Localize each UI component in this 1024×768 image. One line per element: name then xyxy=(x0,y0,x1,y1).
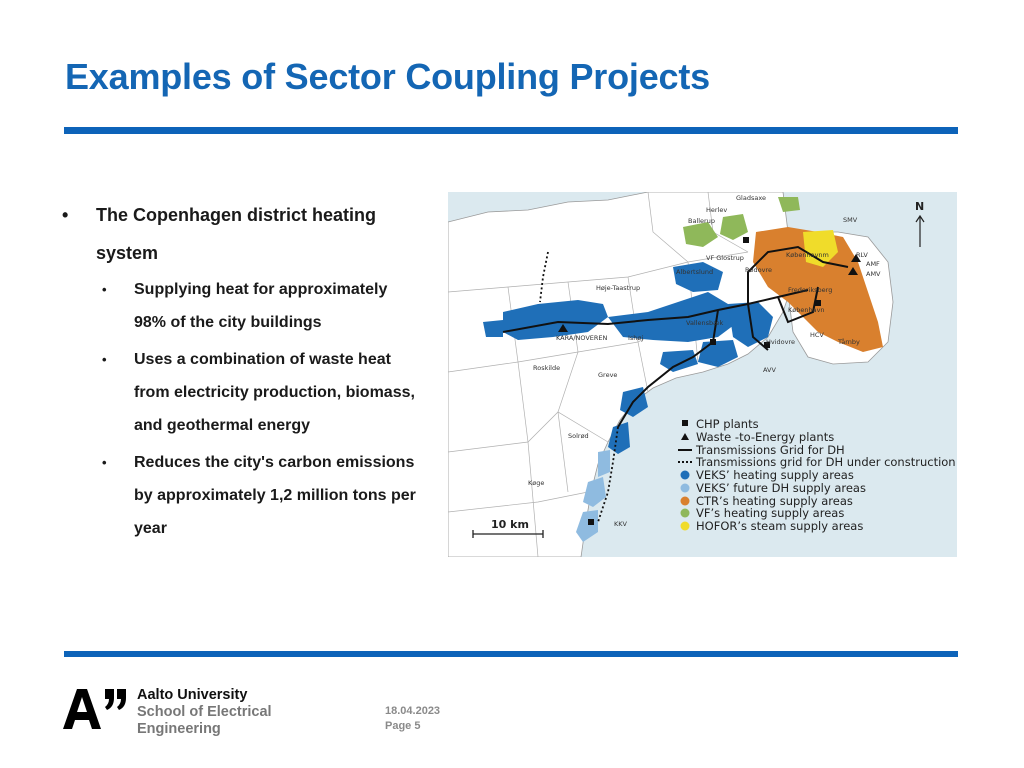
sub-bullet xyxy=(62,343,442,442)
place-label: AVV xyxy=(763,366,776,374)
sub-bullet xyxy=(62,273,442,339)
legend-label: CTR’s heating supply areas xyxy=(696,494,853,508)
main-bullet-line: The Copenhagen district heating xyxy=(96,205,377,225)
aalto-logo xyxy=(63,688,127,730)
place-label: AMV xyxy=(866,270,881,278)
place-label: Frederiksberg xyxy=(788,286,833,294)
place-label: Gladsaxe xyxy=(736,194,766,202)
legend-label: Transmissions Grid for DH xyxy=(696,443,845,457)
place-label: Greve xyxy=(598,371,618,379)
legend-label: Waste -to-Energy plants xyxy=(696,430,835,444)
legend-veks-icon xyxy=(681,471,690,480)
sub-bullet-line: from electricity production, biomass, xyxy=(134,384,415,401)
north-label: N xyxy=(915,200,925,213)
sub-bullet-line: and geothermal energy xyxy=(134,417,311,434)
footer-divider xyxy=(64,651,958,657)
page-number: Page 5 xyxy=(385,720,421,732)
legend-hofor-icon xyxy=(681,522,690,531)
place-label: Tårnby xyxy=(838,338,860,346)
place-label: Solrød xyxy=(568,432,589,440)
place-label: Høje-Taastrup xyxy=(596,284,641,292)
place-label: Ishøj xyxy=(628,334,644,342)
legend-vf-icon xyxy=(681,509,690,518)
place-label: København xyxy=(788,306,825,314)
slide-date: 18.04.2023 xyxy=(385,705,441,717)
sub-bullet-line: 98% of the city buildings xyxy=(134,314,322,331)
footer-meta xyxy=(385,704,440,734)
legend-label: VEKS’ heating supply areas xyxy=(696,468,854,482)
place-label: VF Glostrup xyxy=(706,254,744,262)
legend-veks-future-icon xyxy=(681,484,690,493)
bullet-glyph: • xyxy=(102,455,107,470)
legend-label: Transmissions grid for DH under construction xyxy=(696,455,956,469)
place-label: Vallensbæk xyxy=(686,319,724,327)
place-label: Rødovre xyxy=(745,266,772,274)
sub-bullet-line: Supplying heat for approximately xyxy=(134,281,388,298)
place-label: HCV xyxy=(810,331,824,339)
place-label: Hvidovre xyxy=(766,338,796,346)
bullet-glyph: • xyxy=(102,282,107,297)
slide-title: Examples of Sector Coupling Projects xyxy=(65,56,710,97)
bullet-glyph: • xyxy=(62,205,69,225)
place-label: SMV xyxy=(843,216,858,224)
legend-ctr-icon xyxy=(681,497,690,506)
place-label: Ballerup xyxy=(688,217,715,225)
place-label: AMF xyxy=(866,260,880,268)
title-divider xyxy=(64,127,958,134)
place-label: Herlev xyxy=(706,206,728,214)
school-line: School of Electrical xyxy=(137,704,272,720)
sub-bullet-line: year xyxy=(134,520,167,537)
sub-bullet xyxy=(62,446,442,545)
legend-label: VF’s heating supply areas xyxy=(696,506,845,520)
place-label: Køge xyxy=(528,479,545,487)
legend-chp-icon xyxy=(682,420,688,426)
legend-label: VEKS’ future DH supply areas xyxy=(696,481,866,495)
sub-bullet-line: Reduces the city's carbon emissions xyxy=(134,454,415,471)
place-label: Roskilde xyxy=(533,364,561,372)
legend-label: HOFOR’s steam supply areas xyxy=(696,519,864,533)
sub-bullet-line: by approximately 1,2 million tons per xyxy=(134,487,416,504)
university-name xyxy=(137,687,272,738)
place-label: KARA/NOVEREN xyxy=(556,334,608,342)
place-label: RLV xyxy=(856,251,868,259)
scale-label: 10 km xyxy=(491,518,529,531)
legend-label: CHP plants xyxy=(696,417,759,431)
school-line: Engineering xyxy=(137,721,221,737)
main-bullet-line: system xyxy=(96,243,159,263)
district-heating-map xyxy=(448,192,957,557)
place-label: Københavnm xyxy=(786,251,829,259)
bullet-list xyxy=(62,196,442,545)
university-line: Aalto University xyxy=(137,687,248,703)
main-bullet xyxy=(62,196,442,272)
bullet-glyph: • xyxy=(102,352,107,367)
place-label: KKV xyxy=(614,520,627,528)
sub-bullet-line: Uses a combination of waste heat xyxy=(134,351,391,368)
place-label: Albertslund xyxy=(676,268,714,276)
